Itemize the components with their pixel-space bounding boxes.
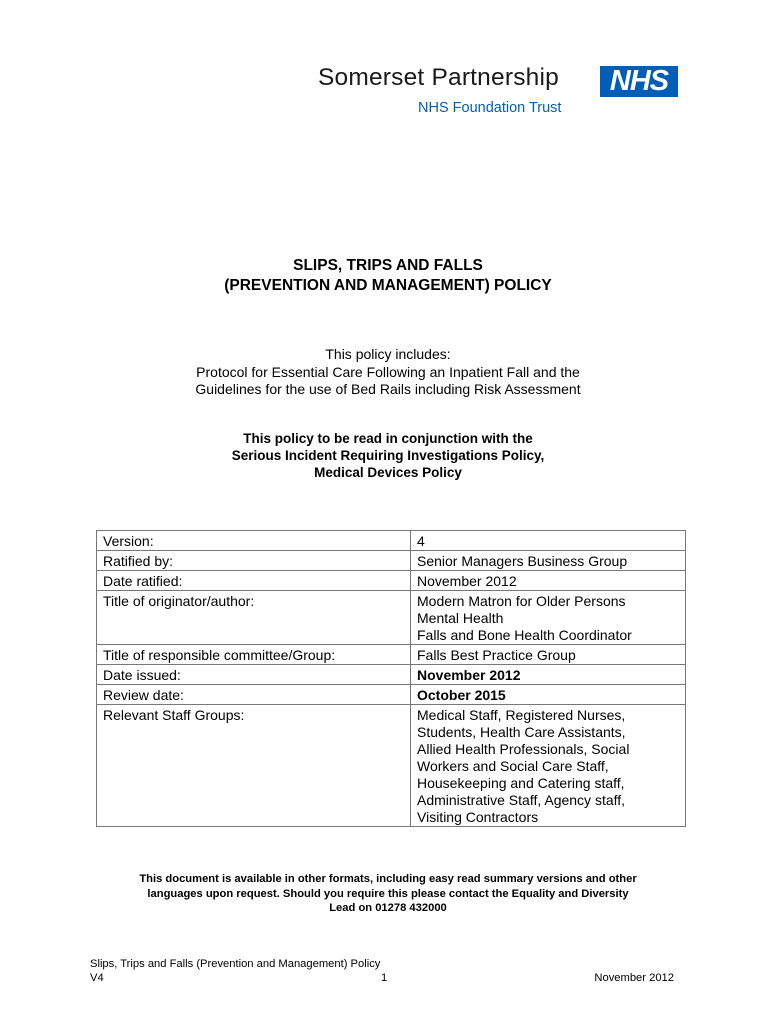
includes-line-2: Protocol for Essential Care Following an Inpatient Fall and the [196, 363, 580, 380]
table-row [97, 551, 686, 571]
value-line: Medical Staff, Registered Nurses, [417, 707, 626, 723]
row-key: Ratified by: [97, 551, 411, 571]
value-line: Students, Health Care Assistants, [417, 724, 626, 740]
title-line-1: SLIPS, TRIPS AND FALLS [293, 257, 483, 274]
avail-line-3: Lead on 01278 432000 [329, 902, 447, 914]
table-row [97, 591, 686, 645]
conj-line-1: This policy to be read in conjunction with the [243, 431, 533, 446]
row-value [411, 591, 686, 645]
avail-line-2: languages upon request. Should you require this please contact the Equality and Diversity [147, 887, 629, 900]
value-line: Workers and Social Care Staff, [417, 758, 609, 774]
row-key: Version: [97, 531, 411, 551]
row-key: Review date: [97, 685, 411, 705]
page-number: 1 [381, 972, 388, 984]
row-key: Date issued: [97, 665, 411, 685]
value-line: Allied Health Professionals, Social [417, 741, 630, 757]
availability-note [0, 872, 770, 916]
row-key: Title of responsible committee/Group: [97, 645, 411, 665]
footer-version: V4 [90, 972, 104, 984]
includes-line-3: Guidelines for the use of Bed Rails including Risk Assessment [195, 381, 581, 397]
org-subtitle: NHS Foundation Trust [418, 100, 562, 116]
policy-includes [0, 346, 770, 399]
row-key: Title of originator/author: [97, 591, 411, 645]
row-value: November 2012 [411, 665, 686, 685]
row-key: Relevant Staff Groups: [97, 705, 411, 827]
trust-logo [318, 64, 680, 124]
row-value [411, 705, 686, 827]
value-line: Housekeeping and Catering staff, [417, 775, 625, 791]
table-row [97, 645, 686, 665]
footer-date: November 2012 [594, 972, 674, 984]
conjunction-note [0, 430, 770, 481]
value-line: Mental Health [417, 610, 504, 626]
nhs-logo: NHS [600, 66, 678, 97]
row-key: Date ratified: [97, 571, 411, 591]
page-footer [90, 957, 680, 985]
table-row [97, 685, 686, 705]
conj-line-2: Serious Incident Requiring Investigations Policy, [231, 448, 545, 463]
title-line-2: (PREVENTION AND MANAGEMENT) POLICY [224, 277, 552, 294]
value-line: Modern Matron for Older Persons [417, 593, 626, 609]
row-value: Falls Best Practice Group [411, 645, 686, 665]
org-name: Somerset Partnership [318, 64, 559, 91]
policy-details-table [96, 530, 686, 827]
conj-line-3: Medical Devices Policy [314, 465, 462, 480]
avail-line-1: This document is available in other formats, including easy read summary versions and other [139, 873, 637, 885]
includes-line-1: This policy includes: [325, 346, 451, 362]
page-title [0, 256, 770, 296]
row-value: October 2015 [411, 685, 686, 705]
row-value: November 2012 [411, 571, 686, 591]
table-row [97, 571, 686, 591]
row-value: Senior Managers Business Group [411, 551, 686, 571]
footer-doc-title: Slips, Trips and Falls (Prevention and Management) Policy [90, 958, 381, 970]
value-line: Visiting Contractors [417, 809, 539, 825]
footer-line-2 [90, 971, 680, 985]
table-row [97, 531, 686, 551]
value-line: Administrative Staff, Agency staff, [417, 792, 626, 808]
table-row [97, 705, 686, 827]
row-value: 4 [411, 531, 686, 551]
table-row [97, 665, 686, 685]
value-line: Falls and Bone Health Coordinator [417, 627, 632, 643]
